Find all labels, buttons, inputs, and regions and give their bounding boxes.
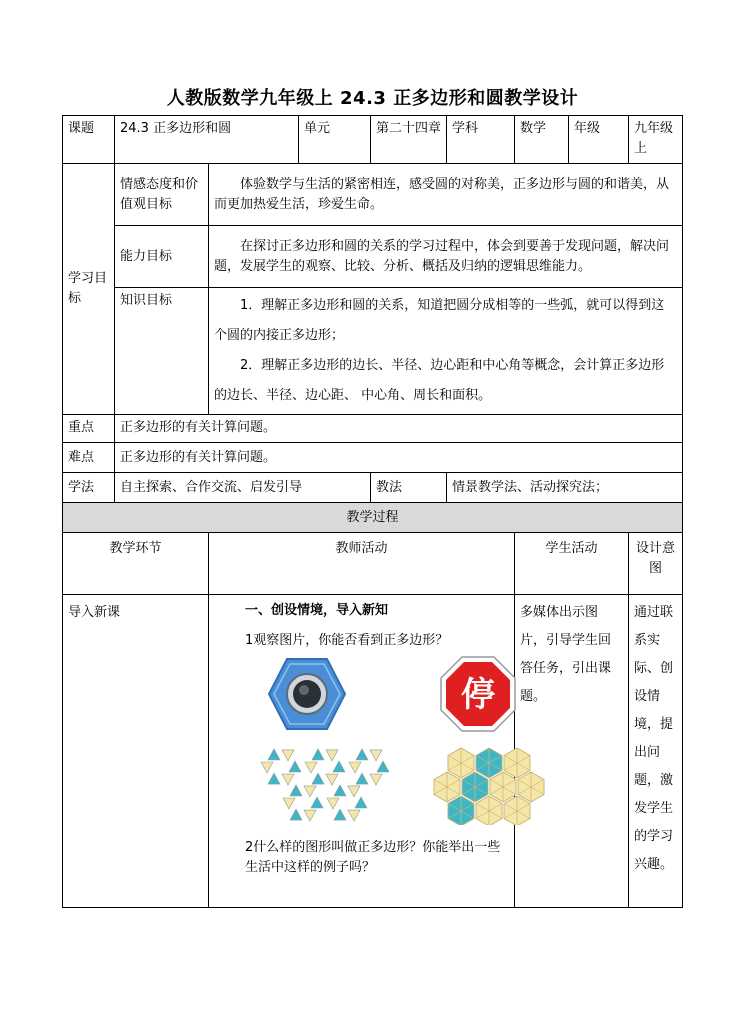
- tiling-triangle: [333, 761, 345, 772]
- grade-label: 年级: [569, 116, 629, 164]
- ability-label: 能力目标: [115, 226, 209, 288]
- tiling-triangle: [311, 797, 323, 808]
- question-1: 1观察图片，你能否看到正多边形？: [245, 633, 449, 648]
- document-title: 人教版数学九年级上 24.3 正多边形和圆教学设计: [166, 88, 579, 109]
- difficulty-label: 难点: [63, 443, 115, 473]
- tiling-triangle: [349, 762, 361, 773]
- col-stage-header: 教学环节: [63, 533, 209, 595]
- tiling-triangle: [304, 810, 316, 821]
- tiling-triangle: [326, 750, 338, 761]
- goals-label: 学习目标: [63, 164, 115, 415]
- knowledge-label: 知识目标: [115, 288, 209, 415]
- triangle-hexagon-tiling-image: [259, 745, 389, 825]
- learn-method-label: 学法: [63, 473, 115, 503]
- tiling-triangle: [356, 749, 368, 760]
- tiling-triangle: [334, 809, 346, 820]
- tiling-triangle: [370, 774, 382, 785]
- knowledge-item-2: 2．理解正多边形的边长、半径、边心距和中心角等概念，会计算正多边形的边长、半径、边心距、 中心角、周长和面积。: [214, 358, 665, 403]
- keypoint-text: 正多边形的有关计算问题。: [115, 415, 683, 443]
- tiling-triangle: [283, 798, 295, 809]
- grade-value: 九年级上: [629, 116, 683, 164]
- tiling-triangle: [304, 786, 316, 797]
- tiling-triangle: [348, 810, 360, 821]
- tiling-triangle: [305, 762, 317, 773]
- process-header: 教学过程: [63, 503, 683, 533]
- teacher-activity-cell: [209, 595, 515, 908]
- unit-value: 第二十四章: [371, 116, 447, 164]
- attitude-label: 情感态度和价值观目标: [115, 164, 209, 226]
- stage-cell: 导入新课: [63, 595, 209, 908]
- teach-method-text: 情景教学法、活动探究法；: [447, 473, 683, 503]
- keypoint-label: 重点: [63, 415, 115, 443]
- subject-value: 数学: [515, 116, 569, 164]
- topic-value: 24.3 正多边形和圆: [115, 116, 299, 164]
- tiling-triangle: [261, 762, 273, 773]
- knowledge-text: [209, 288, 683, 415]
- subject-label: 学科: [447, 116, 515, 164]
- topic-label: 课题: [63, 116, 115, 164]
- tiling-triangle: [268, 773, 280, 784]
- tiling-triangle: [290, 785, 302, 796]
- tiling-triangle: [312, 749, 324, 760]
- col-student-header: 学生活动: [515, 533, 629, 595]
- stop-sign-image: [439, 655, 517, 733]
- tiling-triangle: [282, 750, 294, 761]
- learn-method-text: 自主探索、合作交流、启发引导: [115, 473, 371, 503]
- student-activity-cell: 多媒体出示图片，引导学生回答任务，引出课题。: [515, 595, 629, 908]
- ability-text: 在探讨正多边形和圆的关系的学习过程中，体会到要善于发现问题，解决问题，发展学生的观察、比较、分析、概括及归纳的逻辑思维能力。: [209, 226, 683, 288]
- tiling-triangle: [370, 750, 382, 761]
- attitude-text: 体验数学与生活的紧密相连，感受圆的对称美，正多边形与圆的和谐美，从而更加热爱生活，珍爱生命。: [209, 164, 683, 226]
- stop-sign-char: 停: [461, 675, 495, 715]
- illustration-group: [217, 655, 506, 830]
- tiling-triangle: [326, 774, 338, 785]
- tiling-triangle: [289, 761, 301, 772]
- tiling-triangle: [312, 773, 324, 784]
- knowledge-item-1: 1．理解正多边形和圆的关系，知道把圆分成相等的一些弧，就可以得到这个圆的内接正多边形；: [214, 298, 665, 343]
- question-2: 2什么样的图形叫做正多边形？你能举出一些生活中这样的例子吗？: [245, 840, 501, 875]
- tiling-triangle: [282, 774, 294, 785]
- tiling-triangle: [327, 798, 339, 809]
- hexagon-tiling-image: [431, 745, 551, 825]
- lesson-plan-table: [62, 115, 683, 908]
- tiling-triangle: [290, 809, 302, 820]
- activity-heading: 一、创设情境，导入新知: [245, 603, 389, 618]
- col-teacher-header: 教师活动: [209, 533, 515, 595]
- col-intent-header: 设计意图: [629, 533, 683, 595]
- tiling-triangle: [268, 749, 280, 760]
- hexagon-nut-image: [267, 657, 347, 731]
- tiling-triangle: [356, 773, 368, 784]
- tiling-triangle: [334, 785, 346, 796]
- design-intent-cell: 通过联系实际、创设情境，提出问题，激发学生的学习兴趣。: [629, 595, 683, 908]
- tiling-triangle: [348, 786, 360, 797]
- teach-method-label: 教法: [371, 473, 447, 503]
- tiling-triangle: [377, 761, 389, 772]
- unit-label: 单元: [299, 116, 371, 164]
- tiling-triangle: [355, 797, 367, 808]
- difficulty-text: 正多边形的有关计算问题。: [115, 443, 683, 473]
